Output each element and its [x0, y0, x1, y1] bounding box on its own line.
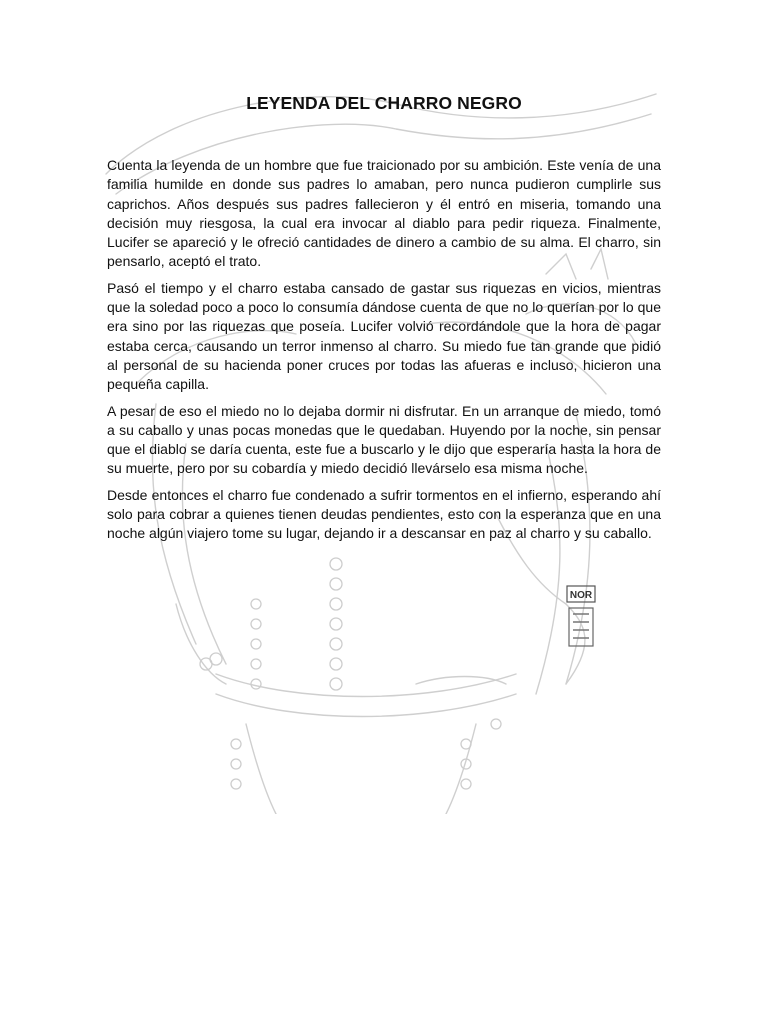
stamp-label: NOR [569, 590, 593, 601]
paragraph-3: A pesar de eso el miedo no lo dejaba dormir ni disfrutar. En un arranque de miedo, tomó a su caballo y unas pocas monedas que le quedaban. Huyendo por la noche, sin pensar que el diablo se daría cuenta, este fue a buscarlo y le dijo que esperaría hasta la hora de su muerte, pero por su cobardía y miedo decidió llevárselo esa misma noche. [107, 402, 661, 477]
paragraph-2: Pasó el tiempo y el charro estaba cansado de gastar sus riquezas en vicios, mientras que la soledad poco a poco lo consumía dándose cuenta de que no lo querían por lo que era sino por las riquezas que poseía. Lucifer volvió recordándole que la hora de pagar estaba cerca, causando un terror inmenso al charro. Su miedo fue tan grande que pidió al personal de su hacienda poner cruces por todas las afueras e incluso, hicieron una pequeña capilla. [107, 279, 661, 393]
artist-stamp-logo [566, 584, 596, 650]
page-title: LEYENDA DEL CHARRO NEGRO [246, 93, 522, 113]
paragraph-4: Desde entonces el charro fue condenado a sufrir tormentos en el infierno, esperando ahí solo para cobrar a quienes tienen deudas pendientes, esto con la esperanza que en una noche algún viajero tome su lugar, dejando ir a descansar en paz al charro y su caballo. [107, 486, 661, 542]
paragraph-1: Cuenta la leyenda de un hombre que fue traicionado por su ambición. Este venía de una familia humilde en donde sus padres lo amaban, pero nunca pudieron cumplirle sus caprichos. Años después sus padres fallecieron y él entró en miseria, tomando una decisión muy riesgosa, la cual era invocar al diablo para pedir riqueza. Finalmente, Lucifer se apareció y le ofreció cantidades de dinero a cambio de su alma. El charro, sin pensarlo, aceptó el trato. [107, 157, 661, 270]
story-body [107, 156, 661, 551]
